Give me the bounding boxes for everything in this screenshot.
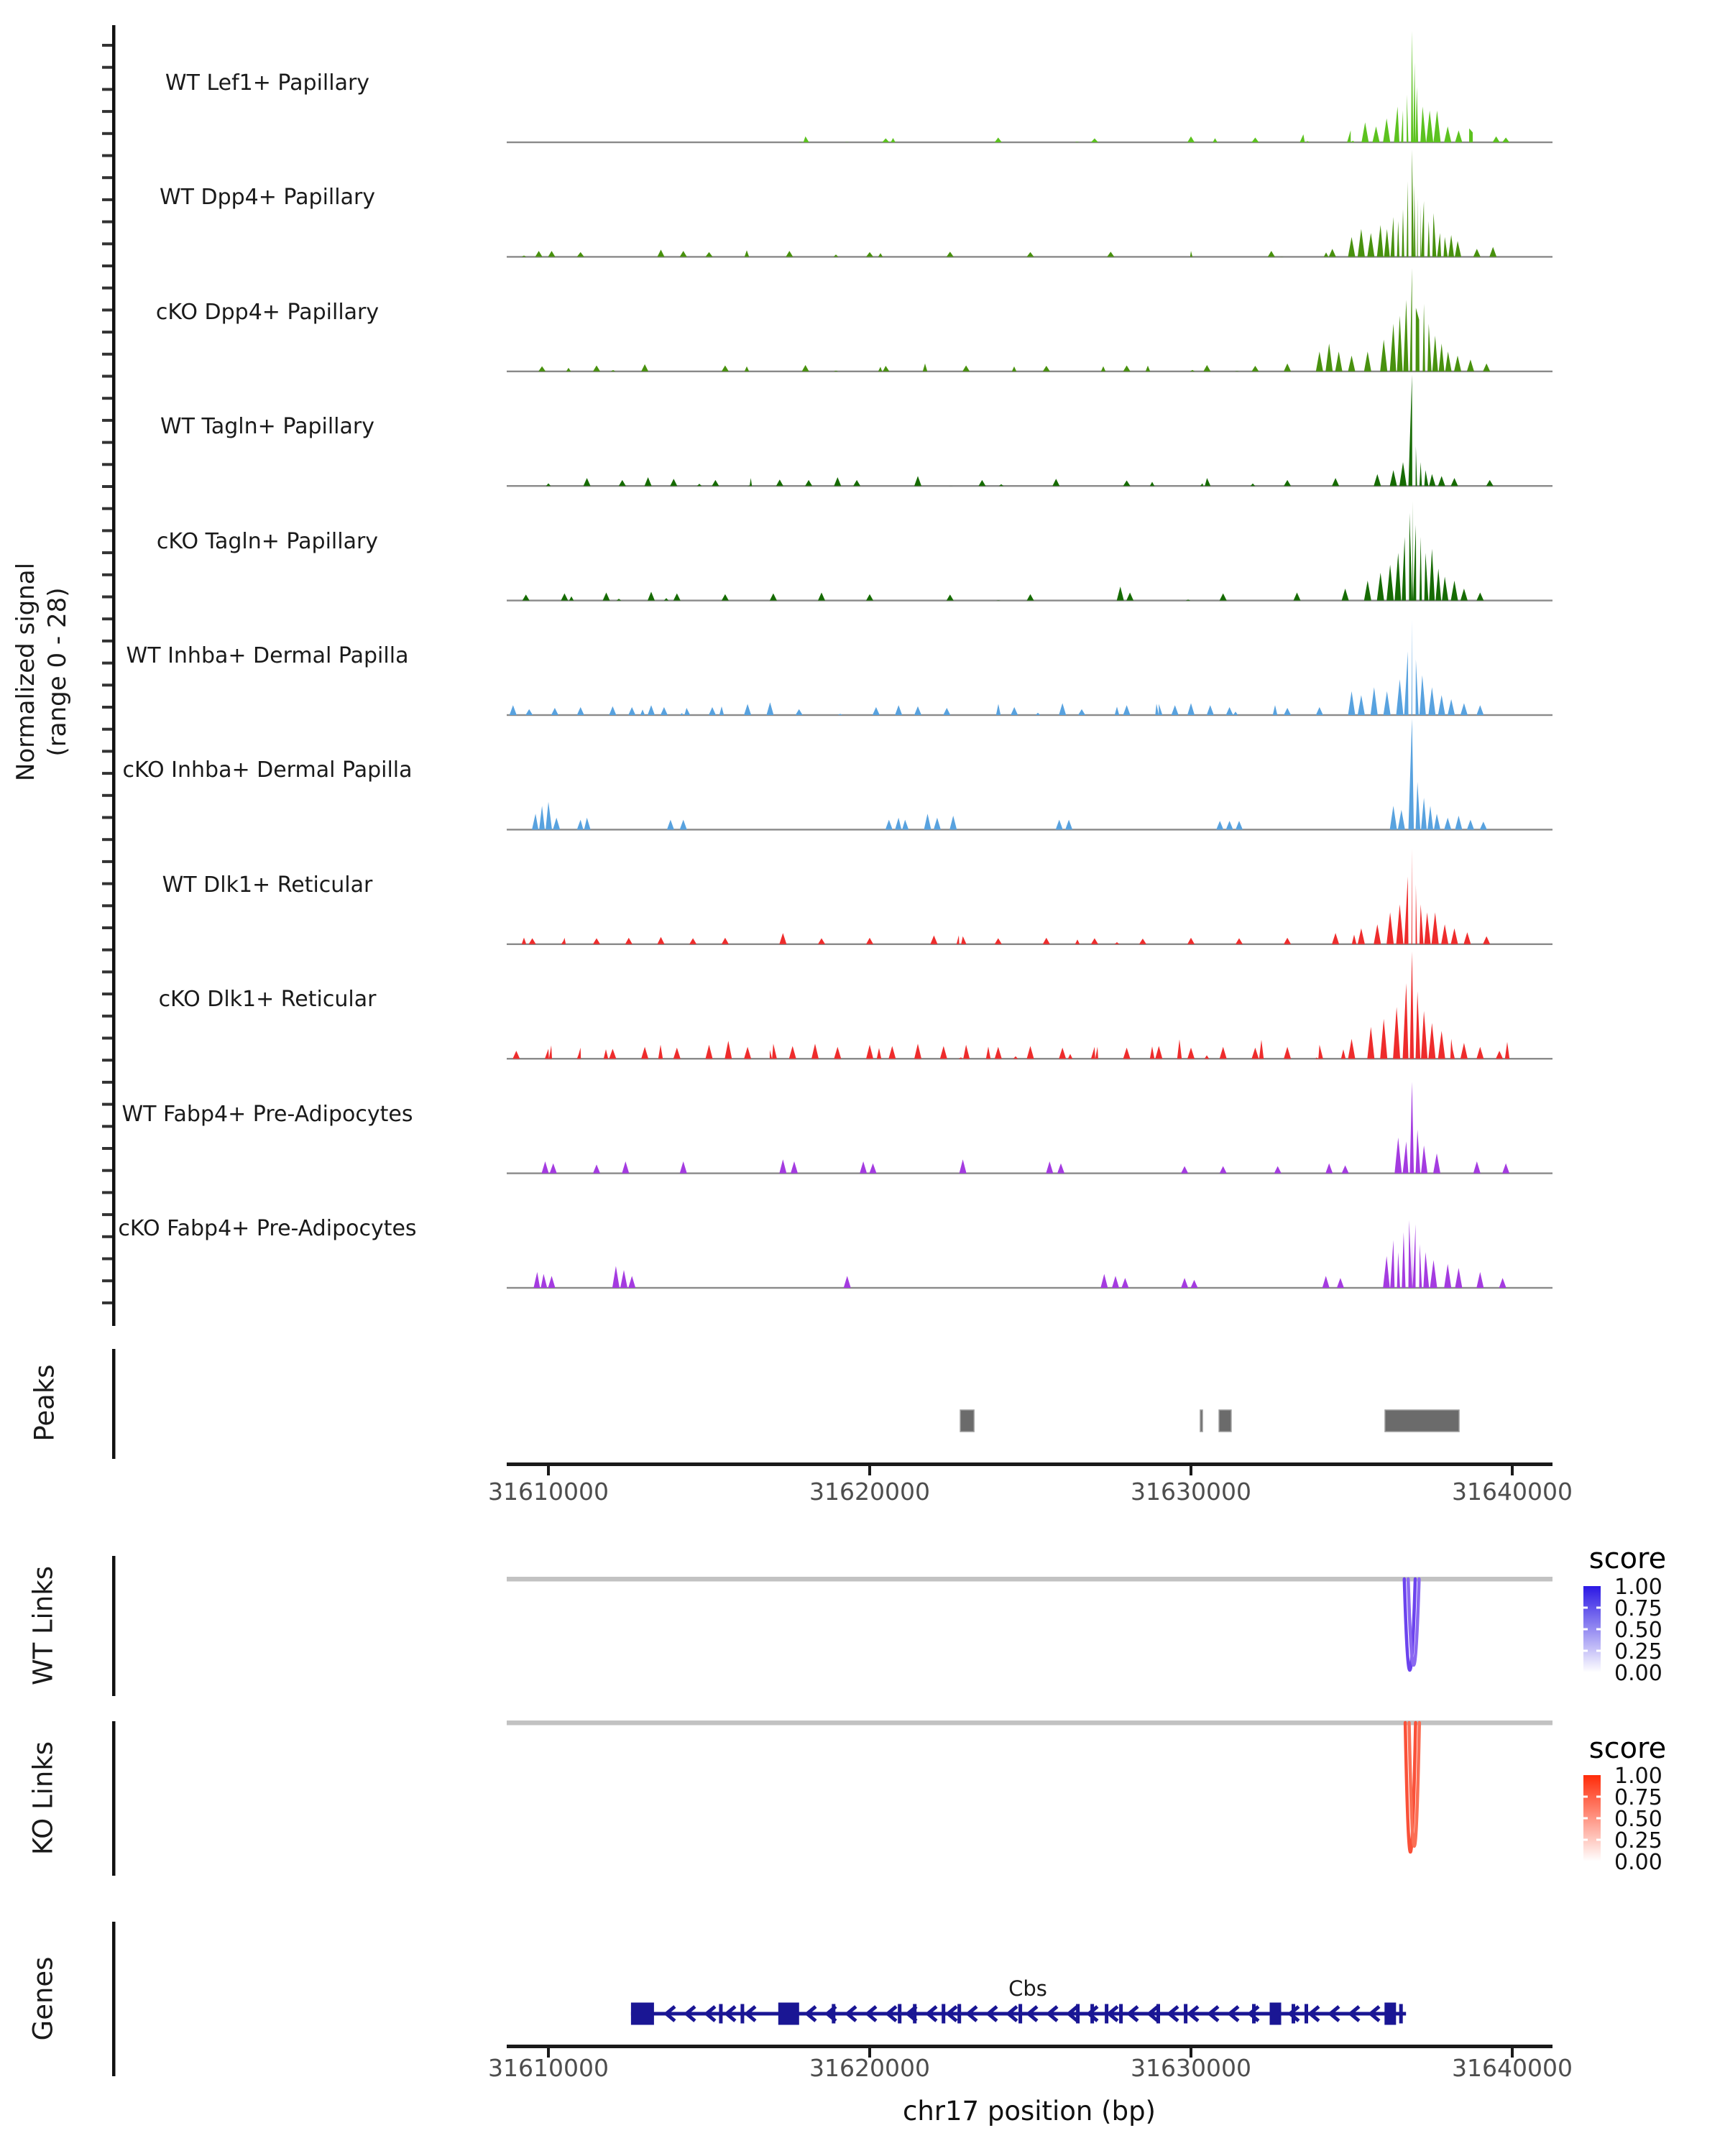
axis-tick-label: 31610000 xyxy=(488,1478,609,1506)
coverage-track xyxy=(507,31,1552,143)
coverage-track xyxy=(507,1082,1552,1174)
coverage-track xyxy=(507,952,1552,1060)
track-label: WT Lef1+ Papillary xyxy=(165,70,370,96)
track-label: WT Fabp4+ Pre-Adipocytes xyxy=(121,1102,413,1127)
ko-score-legend-bar xyxy=(1583,1775,1601,1861)
ko-legend-tick-label: 0.75 xyxy=(1614,1785,1662,1810)
peaks-genomic-axis xyxy=(507,1462,1552,1475)
wt-legend-tick-label: 0.00 xyxy=(1614,1661,1662,1686)
track-label: cKO Fabp4+ Pre-Adipocytes xyxy=(118,1216,417,1241)
coverage-track xyxy=(507,374,1552,487)
coverage-track xyxy=(507,619,1552,716)
coverage-track xyxy=(507,501,1552,602)
axis-tick-label: 31630000 xyxy=(1131,1478,1251,1506)
wt-legend-tick-label: 0.50 xyxy=(1614,1618,1662,1643)
wt-links-axis xyxy=(112,1556,116,1696)
signal-y-axis xyxy=(102,25,116,1326)
ko-links-track xyxy=(507,1720,1552,1852)
wt-legend-tick-label: 1.00 xyxy=(1614,1575,1662,1600)
wt-links-track xyxy=(507,1577,1552,1670)
gene-name-label: Cbs xyxy=(1008,1976,1047,2001)
wt-score-legend-bar xyxy=(1583,1586,1601,1672)
ko-score-legend-title: score xyxy=(1588,1732,1667,1765)
genes-axis xyxy=(112,1922,116,2076)
track-label: cKO Dlk1+ Reticular xyxy=(158,987,377,1012)
axis-tick-label: 31620000 xyxy=(809,2054,930,2082)
wt-legend-tick-label: 0.75 xyxy=(1614,1596,1662,1621)
wt-links-section-label: WT Links xyxy=(27,1566,59,1685)
peaks-axis xyxy=(112,1349,116,1459)
axis-tick-label: 31640000 xyxy=(1452,2054,1573,2082)
wt-score-legend-title: score xyxy=(1588,1542,1667,1575)
coverage-track xyxy=(507,149,1552,258)
coverage-track xyxy=(507,849,1552,945)
track-label: cKO Inhba+ Dermal Papilla xyxy=(122,757,413,783)
peaks-track xyxy=(960,1410,1459,1432)
wt-legend-tick-label: 0.25 xyxy=(1614,1639,1662,1664)
y-axis-label-line2: (range 0 - 28) xyxy=(43,587,72,757)
peaks-section-label: Peaks xyxy=(29,1364,60,1442)
track-label: WT Dlk1+ Reticular xyxy=(162,872,373,898)
axis-tick-label: 31640000 xyxy=(1452,1478,1573,1506)
y-axis-label-line1: Normalized signal xyxy=(12,562,40,782)
y-axis-label xyxy=(10,563,73,781)
track-label: WT Tagln+ Papillary xyxy=(160,414,374,439)
coverage-track xyxy=(507,1220,1552,1289)
track-label: WT Inhba+ Dermal Papilla xyxy=(126,643,409,668)
ko-links-section-label: KO Links xyxy=(27,1741,59,1856)
axis-tick-label: 31630000 xyxy=(1131,2054,1251,2082)
axis-tick-label: 31610000 xyxy=(488,2054,609,2082)
bottom-genomic-axis xyxy=(507,2045,1552,2058)
gene-model xyxy=(631,2003,1406,2025)
coverage-track xyxy=(507,718,1552,830)
ko-legend-tick-label: 1.00 xyxy=(1614,1764,1662,1789)
coverage-track xyxy=(507,268,1552,372)
ko-legend-tick-label: 0.25 xyxy=(1614,1828,1662,1853)
x-axis-title: chr17 position (bp) xyxy=(902,2096,1156,2127)
axis-tick-label: 31620000 xyxy=(809,1478,930,1506)
ko-links-axis xyxy=(112,1721,116,1876)
track-label: cKO Tagln+ Papillary xyxy=(156,529,379,554)
ko-legend-tick-label: 0.00 xyxy=(1614,1850,1662,1875)
genes-section-label: Genes xyxy=(27,1956,59,2041)
track-label: WT Dpp4+ Papillary xyxy=(159,185,376,210)
ko-legend-tick-label: 0.50 xyxy=(1614,1807,1662,1832)
track-label: cKO Dpp4+ Papillary xyxy=(155,300,380,325)
